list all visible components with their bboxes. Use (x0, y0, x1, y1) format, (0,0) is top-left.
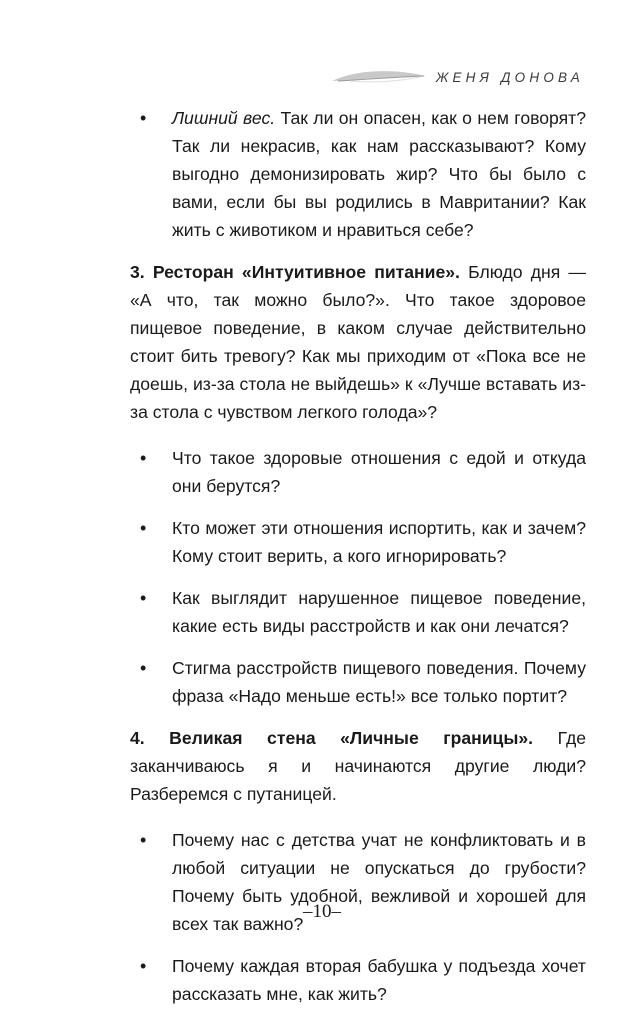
bullet-list-1 (130, 104, 586, 244)
page-number: –10– (303, 901, 341, 922)
section-heading-4: 4. Великая стена «Личные границы». (130, 728, 534, 748)
list-item (130, 584, 586, 640)
bullet-icon: • (140, 448, 147, 468)
list-item-text: Кто может эти отношения испортить, как и зачем? Кому стоит верить, а кого игнорировать? (172, 518, 586, 566)
list-item (130, 444, 586, 500)
bullet-list-2 (130, 444, 586, 710)
list-item-text: Почему нас с детства учат не конфликтовать и в любой ситуации не опускаться до грубости? Почему быть удобной, вежливой и хорошей для всех так важно? (172, 830, 586, 934)
paragraph-3 (130, 258, 586, 426)
paragraph-3-text: Блюдо дня — «А что, так можно было?». Что такое здоровое пищевое поведение, в каком случае действительно стоит бить тревогу? Как мы приходим от «Пока все не доешь, из-за стола не выйдешь» к «Лучше вставать из-за стола с чувством легкого голода»? (130, 262, 586, 422)
list-item (130, 654, 586, 710)
author-name: ЖЕНЯ ДОНОВА (435, 70, 584, 85)
bullet-icon: • (140, 588, 147, 608)
list-item-body: Так ли он опасен, как о нем говорят? Так ли некрасив, как нам рассказывают? Кому выгодно демонизировать жир? Что бы было с вами, если бы вы родились в Мавритании? Как жить с животиком и нравиться себе? (172, 108, 586, 240)
list-item-lead: Лишний вес. (172, 108, 276, 128)
bullet-icon: • (140, 108, 147, 128)
paragraph-4-text: Где заканчиваюсь я и начинаются другие люди? Разберемся с путаницей. (130, 728, 586, 804)
bullet-icon: • (140, 518, 147, 538)
list-item (130, 104, 586, 244)
bullet-icon: • (140, 658, 147, 678)
running-header (0, 62, 644, 92)
list-item (130, 514, 586, 570)
bullet-icon: • (140, 830, 147, 850)
paragraph-4 (130, 724, 586, 808)
list-item-text: Почему каждая вторая бабушка у подъезда хочет рассказать мне, как жить? (172, 956, 586, 1004)
list-item-text: Что такое здоровые отношения с едой и откуда они берутся? (172, 448, 586, 496)
list-item-text: Стигма расстройств пищевого поведения. Почему фраза «Надо меньше есть!» все только портит? (172, 658, 586, 706)
section-heading-3: 3. Ресторан «Интуитивное питание». (130, 262, 460, 282)
list-item-text: Как выглядит нарушенное пищевое поведение, какие есть виды расстройств и как они лечатся? (172, 588, 586, 636)
bullet-icon: • (140, 956, 147, 976)
feather-icon (330, 68, 430, 90)
list-item (130, 952, 586, 1008)
list-item-text (172, 104, 586, 244)
page-body (130, 104, 586, 1022)
